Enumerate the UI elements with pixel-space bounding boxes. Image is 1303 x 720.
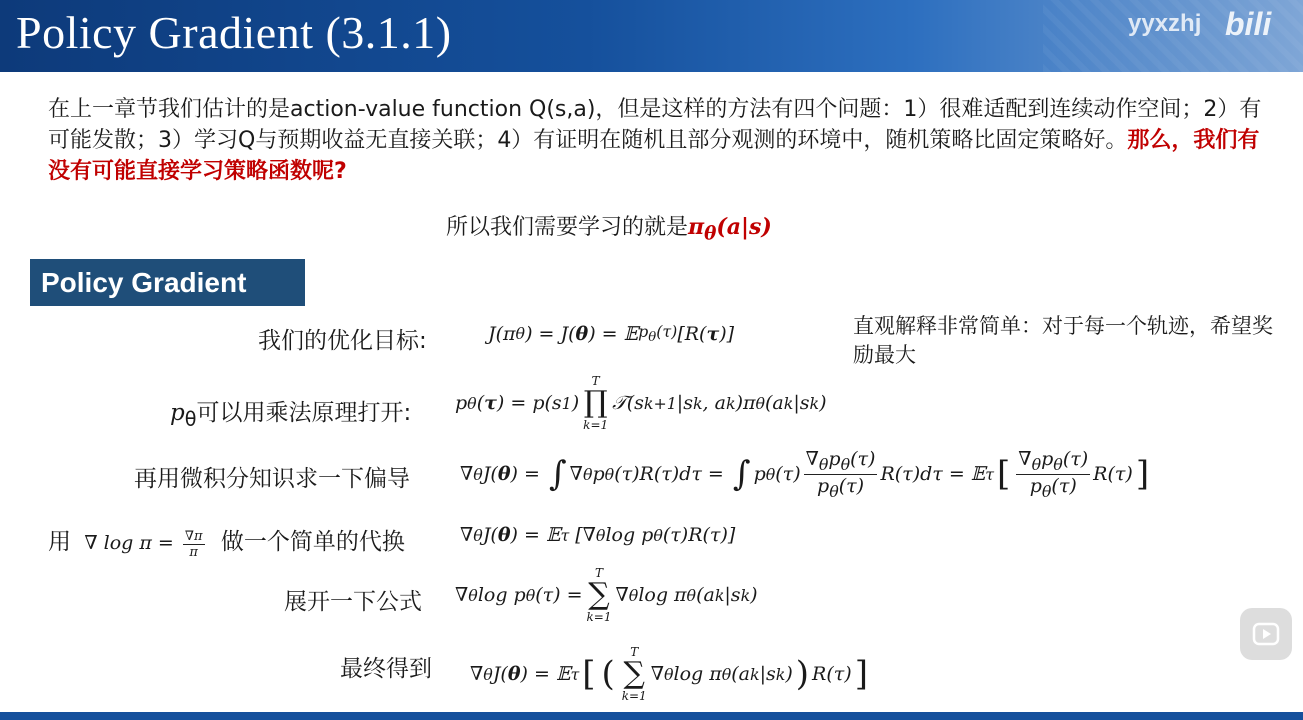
equation-objective: J(π θ ) = J( θ ) = 𝔼 $p_\theta(\tau)$ [R( τ )]: [488, 322, 735, 346]
policy-symbol: $\pi_\theta(a|s)$: [688, 214, 772, 245]
footer-bar: [0, 712, 1303, 720]
step-label-substitution: 用 ∇ log π = $\frac{\nabla\pi}{\pi}$ 做一个简单的代换: [48, 528, 405, 560]
equation-gradient: ∇ θ J( θ ) = ∫ ∇ θ p θ (τ)R(τ)dτ = ∫ p θ (τ) $\frac{\nabla_\theta p_\theta(\tau)}{p_\theta(\tau)}$ R(τ)dτ = 𝔼 τ [ $\frac{\nabla_\theta p_\theta(\tau)}{p_\theta(\tau)}$ R(τ) ]: [460, 448, 1150, 501]
intro-paragraph: [48, 94, 1263, 187]
play-icon: [1251, 619, 1281, 649]
intro-text: 在上一章节我们估计的是action-value function Q(s,a)，但是这样的方法有四个问题：1）很难适配到连续动作空间；2）有可能发散；3）学习Q与预期收益无直接关联；4）有证明在随机且部分观测的环境中，随机策略比固定策略好。: [48, 97, 1262, 153]
conclusion-text: 所以我们需要学习的就是: [446, 215, 689, 240]
play-button[interactable]: [1240, 608, 1292, 660]
watermark-text: yyxzhj: [1128, 10, 1202, 37]
equation-log-trick: ∇ θ J( θ ) = 𝔼 τ [∇ θ log p θ (τ)R(τ)]: [460, 524, 736, 546]
step-label-objective: 我们的优化目标:: [258, 328, 427, 354]
intuition-note: 直观解释非常简单：对于每一个轨迹，希望奖励最大: [853, 314, 1273, 367]
step-label-chain-rule: $p_\theta$可以用乘法原理打开:: [170, 400, 412, 431]
slide-title: Policy Gradient (3.1.1): [16, 7, 452, 58]
equation-expand: ∇ θ log p θ (τ) = T ∑ k=1 ∇ θ log π θ (a k |s k ): [455, 566, 758, 624]
step-label-final: 最终得到: [340, 656, 432, 682]
equation-trajectory: p θ ( τ ) = p(s 1 ) T ∏ k=1 𝒯(s k+1 |s k , a k )π θ (a k |s k ): [455, 374, 827, 432]
step-label-expand: 展开一下公式: [284, 589, 422, 615]
header-bar: [0, 0, 1303, 72]
step-label-derivative: 再用微积分知识求一下偏导: [134, 466, 410, 492]
bilibili-logo: bili: [1225, 6, 1272, 42]
conclusion-line: [446, 210, 772, 244]
equation-final: ∇ θ J( θ ) = 𝔼 τ [ ( T ∑ k=1 ∇ θ log π θ (a k |s k ) ) R(τ) ]: [470, 645, 868, 703]
intro-emphasis: 那么，我们有没有可能直接学习策略函数呢?: [48, 128, 1260, 184]
section-heading: Policy Gradient: [30, 259, 305, 306]
